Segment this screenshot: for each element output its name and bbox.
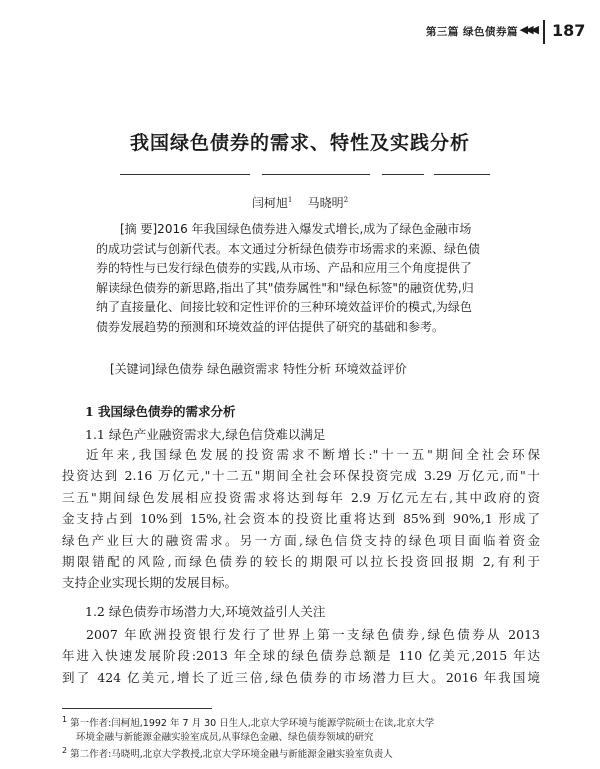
author-name: 马晓明 [307,196,344,210]
footnote-text: 第二作者:马晓明,北京大学教授,北京大学环境金融与新能源金融实验室负责人 [70,749,393,761]
author-line [0,194,600,211]
footnote-divider [62,708,212,709]
footnote-marker: 2 [343,196,349,204]
body-line: 支持企业实现长期的发展目标。 [62,575,238,591]
author-name: 闫柯旭 [251,196,288,210]
abstract-line: 解读绿色债券的新思路,指出了其"债券属性"和"绿色标签"的融资优势,归 [96,280,474,295]
footnote-marker: 1 [62,715,68,724]
body-line: 近年来,我国绿色发展的投资需求不断增长:"十一五"期间全社会环保 [86,447,540,462]
footnote [62,744,540,762]
triple-arrow-icon: ◀◀◀ [519,23,536,36]
body-paragraph [62,624,540,688]
abstract-line: 的成功尝试与创新代表。本文通过分析绿色债券市场需求的来源、绿色债 [96,241,481,256]
subsection-heading: 1.1 绿色产业融资需求大,绿色信贷难以满足 [85,427,326,442]
abstract [96,220,510,338]
title-rule [382,174,424,175]
body-line: 金支持占到 10%到 15%,社会资本的投资比重将达到 85%到 90%,1 形成了 [62,511,540,527]
title-rule [120,174,250,175]
footnote-marker: 2 [62,745,68,755]
footnote-text: 环境金融与新能源金融实验室成员,从事绿色金融、绿色债券领域的研究 [76,731,374,743]
page-number: 187 [552,21,586,40]
abstract-line: 纳了直接量化、间接比较和定性评价的三种环境效益评价的模式,为绿色 [96,300,472,315]
title-rule [262,174,370,175]
body-line: 期限错配的风险,而绿色债券的较长的期限可以拉长投资回报期 2,有利于 [62,553,540,569]
paper-title: 我国绿色债券的需求、特性及实践分析 [129,132,470,154]
keywords: [关键词]绿色债券 绿色融资需求 特性分析 环境效益评价 [110,362,407,376]
body-line: 年进入快速发展阶段:2013 年全球的绿色债券总额是 110 亿美元,2015 年达 [62,648,540,664]
footnotes [62,713,540,762]
body-line: 三五"期间绿色发展相应投资需求将达到每年 2.9 万亿元左右,其中政府的资 [62,489,540,505]
abstract-line: [摘 要]2016 年我国绿色债券进入爆发式增长,成为了绿色金融市场 [120,222,472,236]
section-heading: 1 我国绿色债券的需求分析 [85,404,236,419]
abstract-line: 债券发展趋势的预测和环境效益的评估提供了研究的基础和参考。 [96,319,445,334]
body-line: 绿色产业巨大的融资需求。另一方面,绿色信贷支持的绿色项目面临着资金 [62,532,540,548]
title-rule [434,174,490,175]
page-header [0,20,600,46]
body-line: 到了 424 亿美元,增长了近三倍,绿色债券的市场潜力巨大。2016 年我国境 [62,669,540,685]
header-divider [543,20,545,44]
body-line: 2007 年欧洲投资银行发行了世界上第一支绿色债券,绿色债券从 2013 [86,627,540,642]
running-head: 第三篇 绿色债券篇 [425,26,518,38]
footnote [62,713,540,731]
footnote-marker: 1 [287,196,293,204]
title-rules [180,174,480,177]
footnote-text: 第一作者:闫柯旭,1992 年 7 月 30 日生人,北京大学环境与能源学院硕士在读,北京大学 [70,718,435,730]
abstract-line: 券的特性与已发行绿色债券的实践,从市场、产品和应用三个角度提供了 [96,261,472,276]
body-paragraph [62,444,540,594]
body-line: 投资达到 2.16 万亿元,"十二五"期间全社会环保投资完成 3.29 万亿元,而"十 [62,468,540,484]
subsection-heading: 1.2 绿色债券市场潜力大,环境效益引人关注 [85,604,326,619]
